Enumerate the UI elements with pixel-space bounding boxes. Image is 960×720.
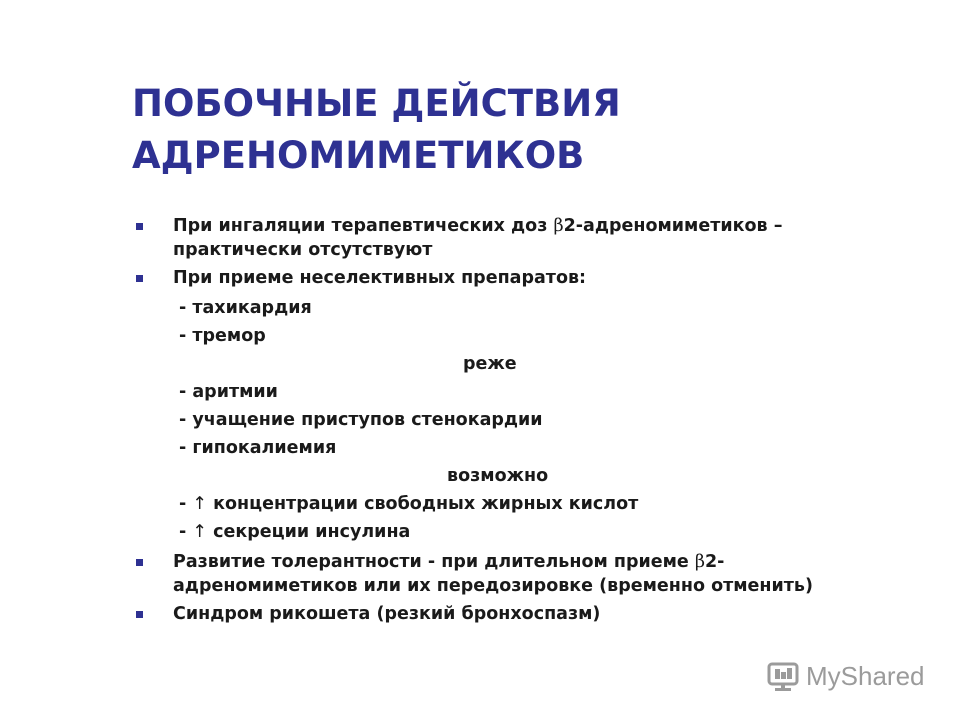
- sub-item-tachycardia: - тахикардия: [179, 298, 312, 318]
- bullet-inhalation: При ингаляции терапевтических доз β2-адреномиметиков – практически отсутствуют: [133, 214, 913, 262]
- sub-item-insulin: - ↑ секреции инсулина: [179, 522, 411, 542]
- slide-title-line1: ПОБОЧНЫЕ ДЕЙСТВИЯ: [132, 82, 621, 125]
- beta-symbol: β: [694, 552, 705, 572]
- beta-symbol: β: [553, 216, 564, 236]
- slide-content: [133, 214, 913, 630]
- bullet-marker: [136, 223, 143, 230]
- bullet-tolerance: Развитие толерантности - при длительном приеме β2- адреномиметиков или их передозировке (временно отменить): [133, 550, 913, 598]
- arrow-up-icon: ↑: [192, 494, 208, 514]
- bullet-marker: [136, 611, 143, 618]
- sub-item-hypokalemia: - гипокалиемия: [179, 438, 337, 458]
- sub-item-angina: - учащение приступов стенокардии: [179, 410, 543, 430]
- bullet-marker: [136, 275, 143, 282]
- sub-item-arrhythmia: - аритмии: [179, 382, 278, 402]
- note-possible: возможно: [447, 466, 549, 486]
- arrow-up-icon: ↑: [192, 522, 208, 542]
- bullet-rebound: Синдром рикошета (резкий бронхоспазм): [133, 602, 913, 626]
- note-less-often: реже: [463, 354, 517, 374]
- presentation-screen-icon: [766, 659, 800, 693]
- watermark-text: MyShared: [806, 660, 925, 691]
- bullet-nonselective: При приеме неселективных препаратов:: [133, 266, 913, 290]
- sub-item-tremor: - тремор: [179, 326, 266, 346]
- slide-title: [132, 78, 892, 182]
- slide-title-line2: АДРЕНОМИМЕТИКОВ: [132, 134, 585, 177]
- watermark: [766, 656, 936, 696]
- sub-item-fatty-acids: - ↑ концентрации свободных жирных кислот: [179, 494, 639, 514]
- bullet-marker: [136, 559, 143, 566]
